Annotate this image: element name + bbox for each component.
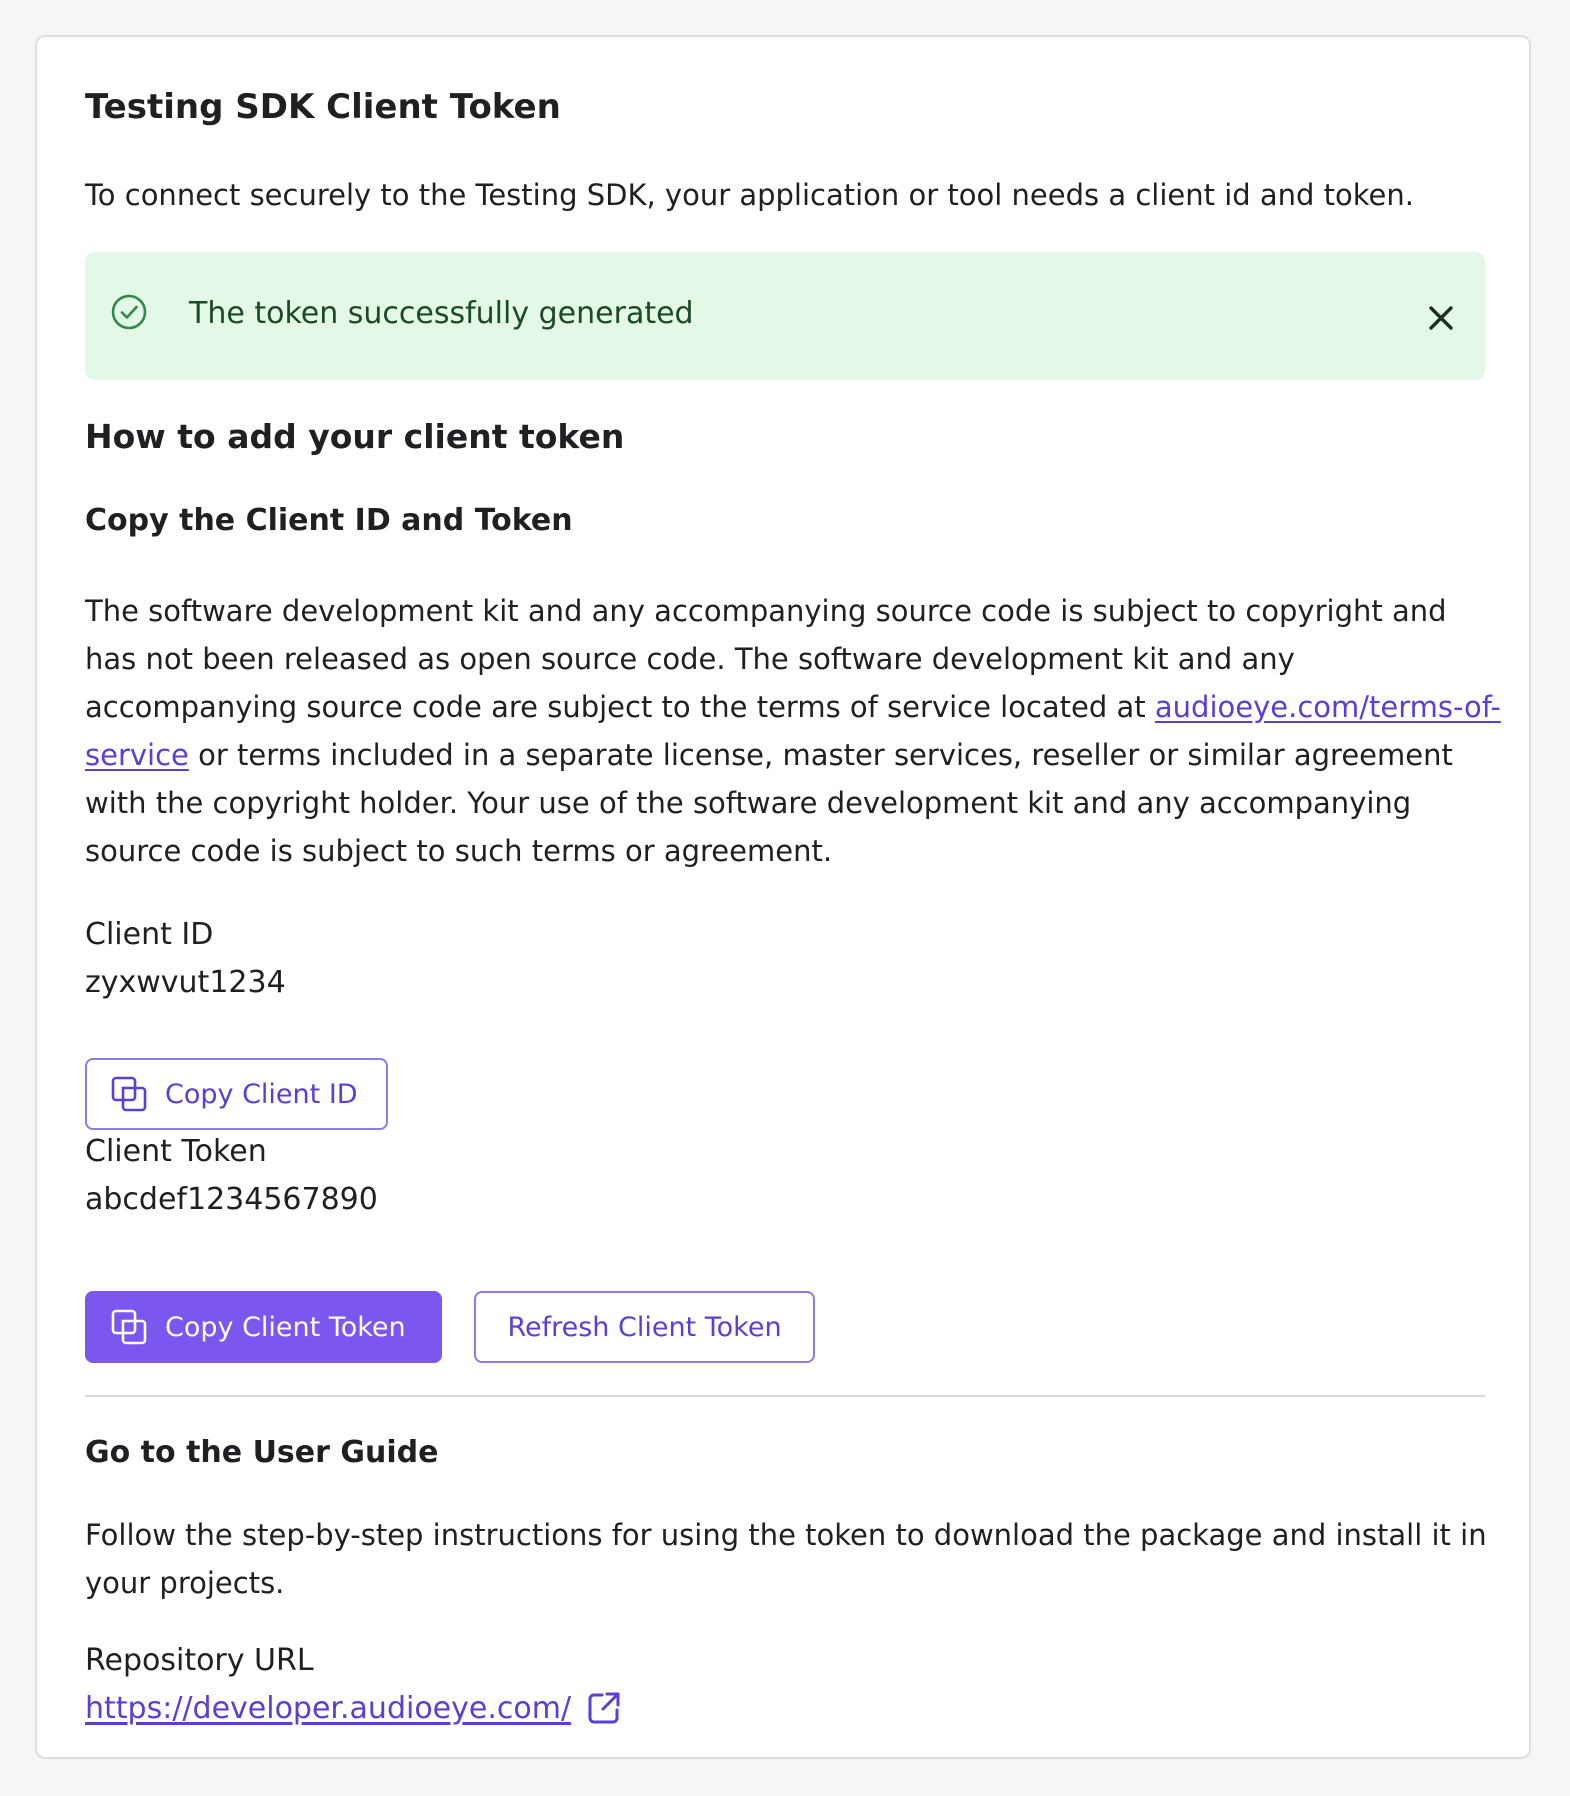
copy-client-token-button[interactable] — [85, 1291, 442, 1363]
copy-icon — [109, 1074, 149, 1114]
repository-url-link[interactable]: https://developer.audioeye.com/ — [85, 1690, 572, 1726]
terms-of-service-link[interactable]: audioeye.com/terms-of-service — [85, 690, 1501, 772]
close-icon[interactable] — [1425, 302, 1457, 334]
guide-heading: Go to the User Guide — [85, 1435, 439, 1470]
token-card — [35, 35, 1531, 1759]
refresh-client-token-button[interactable] — [474, 1291, 815, 1363]
copy-client-token-label: Copy Client Token — [165, 1311, 406, 1343]
client-id-value: zyxwvut1234 — [85, 965, 286, 1000]
legal-text-part2: or terms included in a separate license, master services, reseller or similar agreement with the copyright holder. Your use of the software development kit and any accompanying source code is subject to such terms or agreement. — [85, 738, 1453, 868]
page-title: Testing SDK Client Token — [85, 87, 561, 127]
external-link-icon[interactable] — [585, 1689, 623, 1727]
intro-text: To connect securely to the Testing SDK, your application or tool needs a client id and token. — [85, 178, 1414, 212]
copy-client-id-label: Copy Client ID — [165, 1078, 358, 1110]
check-circle-icon — [109, 292, 149, 332]
client-token-label: Client Token — [85, 1134, 267, 1169]
guide-text: Follow the step-by-step instructions for using the token to download the package and install it in your projects. — [85, 1518, 1487, 1600]
copy-icon — [109, 1307, 149, 1347]
repository-url-label: Repository URL — [85, 1643, 314, 1678]
legal-text-part1: The software development kit and any accompanying source code is subject to copyright and has not been released as open source code. The software development kit and any accompanying source code are subject to the terms of service located at — [85, 594, 1447, 724]
refresh-client-token-label: Refresh Client Token — [507, 1311, 782, 1343]
legal-paragraph — [85, 587, 1505, 875]
copy-heading: Copy the Client ID and Token — [85, 503, 573, 538]
how-to-heading: How to add your client token — [85, 417, 625, 456]
client-id-label: Client ID — [85, 917, 214, 952]
repository-url — [85, 1689, 623, 1727]
divider — [85, 1395, 1485, 1397]
client-token-value: abcdef1234567890 — [85, 1182, 378, 1217]
copy-client-id-button[interactable] — [85, 1058, 388, 1130]
alert-message: The token successfully generated — [189, 296, 694, 331]
success-alert — [85, 252, 1485, 380]
